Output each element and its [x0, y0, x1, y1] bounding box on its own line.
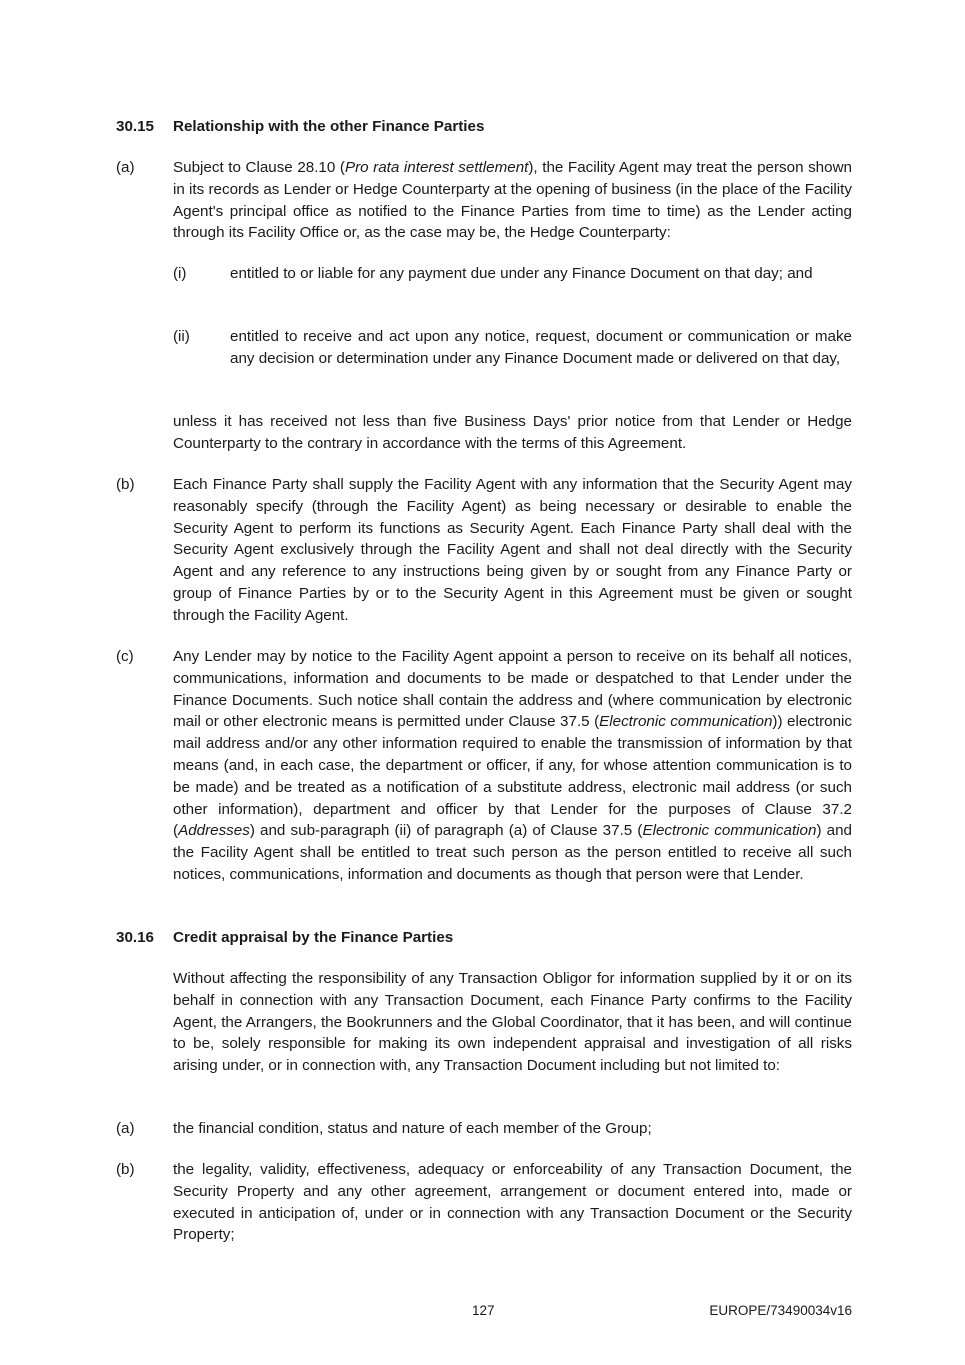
paragraph-label: (b)	[116, 476, 135, 493]
paragraph-a-text: the financial condition, status and nature of each member of the Group;	[173, 1120, 652, 1137]
subparagraph-label: (i)	[173, 265, 187, 282]
subparagraph-i-text: entitled to or liable for any payment due under any Finance Document on that day; and	[230, 265, 813, 282]
section-number: 30.16	[116, 929, 155, 946]
subparagraph-ii-text: entitled to receive and act upon any notice, request, document or communication or make any decision or determination under any Finance Document made or delivered on that day,	[230, 328, 852, 367]
paragraph-b-text: Each Finance Party shall supply the Facility Agent with any information that the Security Agent may reasonably specify (through the Facility Agent) as being necessary or desirable to enable the Security Agent to perform its functions as Security Agent. Each Finance Party shall deal with the Security Agent exclusively through the Facility Agent and shall not deal directly with the Security Agent and any reference to any instructions being given by or sought from any Finance Party or group of Finance Parties by or to the Security Agent in this Agreement must be given or sought through the Facility Agent.	[173, 476, 852, 624]
section-heading-30-15	[116, 116, 484, 138]
paragraph-label: (c)	[116, 648, 134, 665]
section-30-16-intro: Without affecting the responsibility of any Transaction Obligor for information supplied by it or on its behalf in connection with any Transaction Document, each Finance Party confirms to the Facility Agent, the Arrangers, the Bookrunners and the Global Coordinator, that it has been, and will continue to be, solely responsible for making its own independent appraisal and investigation of all risks arising under, or in connection with, any Transaction Document including but not limited to:	[173, 970, 852, 1075]
section-number: 30.15	[116, 118, 155, 135]
page-number: 127	[472, 1303, 495, 1318]
section-title: Credit appraisal by the Finance Parties	[173, 929, 454, 946]
section-title: Relationship with the other Finance Parties	[173, 118, 485, 135]
paragraph-a-tail: unless it has received not less than five Business Days' prior notice from that Lender or Hedge Counterparty to the contrary in accordance with the terms of this Agreement.	[173, 413, 852, 452]
document-reference: EUROPE/73490034v16	[709, 1303, 852, 1318]
paragraph-label: (a)	[116, 159, 135, 176]
subparagraph-label: (ii)	[173, 328, 190, 345]
paragraph-label: (b)	[116, 1161, 135, 1178]
paragraph-b-text: the legality, validity, effectiveness, adequacy or enforceability of any Transaction Document, the Security Property and any other agreement, arrangement or document entered into, made or executed in anticipation of, under or in connection with any Transaction Document or the Security Property;	[173, 1161, 852, 1244]
paragraph-a-text: Subject to Clause 28.10 (Pro rata interest settlement), the Facility Agent may treat the person shown in its records as Lender or Hedge Counterparty at the opening of business (in the place of the Facility Agent's principal office as notified to the Finance Parties from time to time) as the Lender acting through its Facility Office or, as the case may be, the Hedge Counterparty:	[173, 159, 852, 242]
paragraph-c-text: Any Lender may by notice to the Facility Agent appoint a person to receive on its behalf all notices, communications, information and documents to be made or despatched to that Lender under the Finance Documents. Such notice shall contain the address and (where communication by electronic mail or other electronic means is permitted under Clause 37.5 (Electronic communication)) electronic mail address and/or any other information required to enable the transmission of information by that means (and, in each case, the department or officer, if any, for whose attention communication is to be made) and be treated as a notification of a substitute address, electronic mail address (or such other information), department and officer by that Lender for the purposes of Clause 37.2 (Addresses) and sub-paragraph (ii) of paragraph (a) of Clause 37.5 (Electronic communication) and the Facility Agent shall be entitled to treat such person as the person entitled to receive all such notices, communications, information and documents as though that person were that Lender.	[173, 648, 852, 883]
section-heading-30-16	[116, 927, 453, 949]
paragraph-label: (a)	[116, 1120, 135, 1137]
